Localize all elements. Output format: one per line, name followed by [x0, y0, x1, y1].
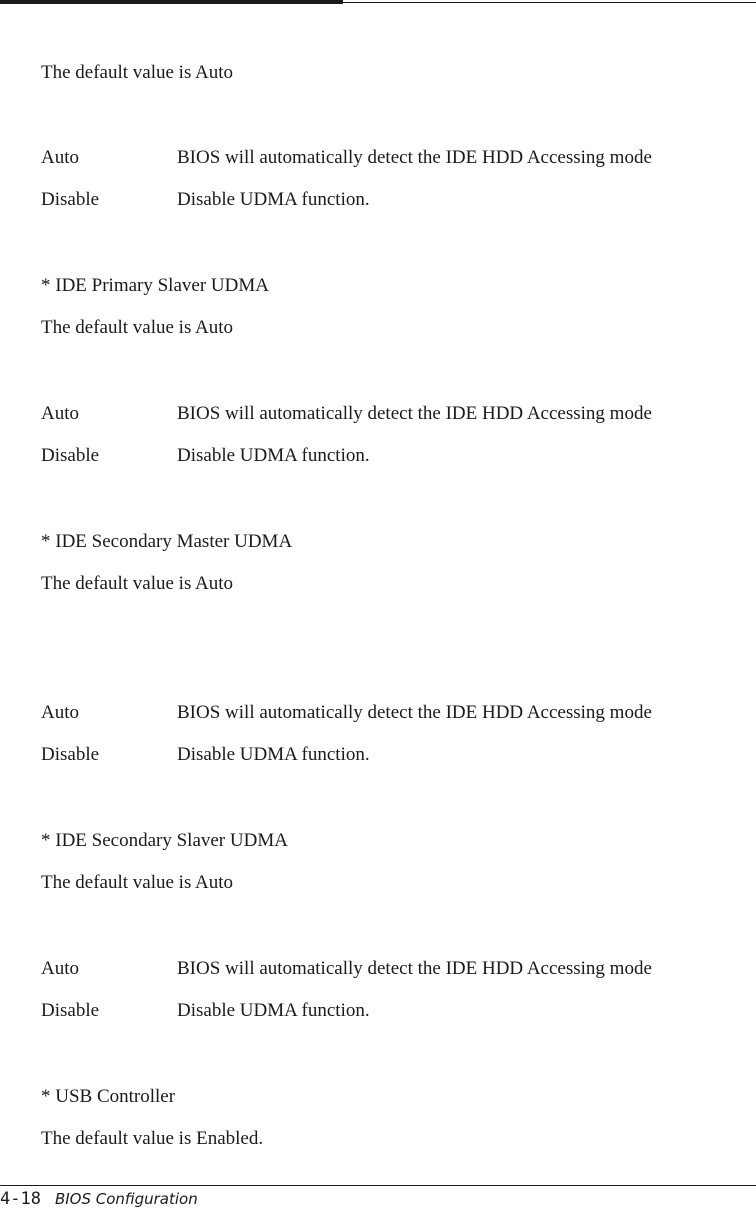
default-value-text: The default value is Auto: [41, 317, 234, 338]
default-value-text: The default value is Enabled.: [41, 1128, 264, 1149]
option-name: Disable: [41, 744, 100, 765]
option-description: BIOS will automatically detect the IDE HDD Accessing mode: [177, 702, 652, 723]
setting-heading: * IDE Primary Slaver UDMA: [41, 275, 269, 296]
header-rule-thick: [0, 0, 343, 4]
option-description: BIOS will automatically detect the IDE HDD Accessing mode: [177, 147, 652, 168]
setting-heading: * USB Controller: [41, 1086, 176, 1107]
option-name: Disable: [41, 189, 100, 210]
page-footer: [0, 1188, 198, 1210]
option-name: Auto: [41, 403, 79, 424]
option-description: Disable UDMA function.: [177, 189, 370, 210]
option-name: Auto: [41, 702, 79, 723]
footer-rule: [0, 1185, 756, 1186]
option-description: BIOS will automatically detect the IDE HDD Accessing mode: [177, 958, 652, 979]
option-name: Disable: [41, 445, 100, 466]
option-name: Auto: [41, 147, 79, 168]
option-description: BIOS will automatically detect the IDE HDD Accessing mode: [177, 403, 652, 424]
default-value-text: The default value is Auto: [41, 62, 234, 83]
option-name: Disable: [41, 1000, 100, 1021]
default-value-text: The default value is Auto: [41, 573, 234, 594]
option-description: Disable UDMA function.: [177, 445, 370, 466]
section-title: BIOS Configuration: [54, 1190, 198, 1208]
setting-heading: * IDE Secondary Master UDMA: [41, 531, 293, 552]
option-description: Disable UDMA function.: [177, 1000, 370, 1021]
option-description: Disable UDMA function.: [177, 744, 370, 765]
option-name: Auto: [41, 958, 79, 979]
setting-heading: * IDE Secondary Slaver UDMA: [41, 830, 288, 851]
default-value-text: The default value is Auto: [41, 872, 234, 893]
header-rule-thin: [343, 2, 756, 3]
page-number: 4-18: [0, 1189, 41, 1209]
